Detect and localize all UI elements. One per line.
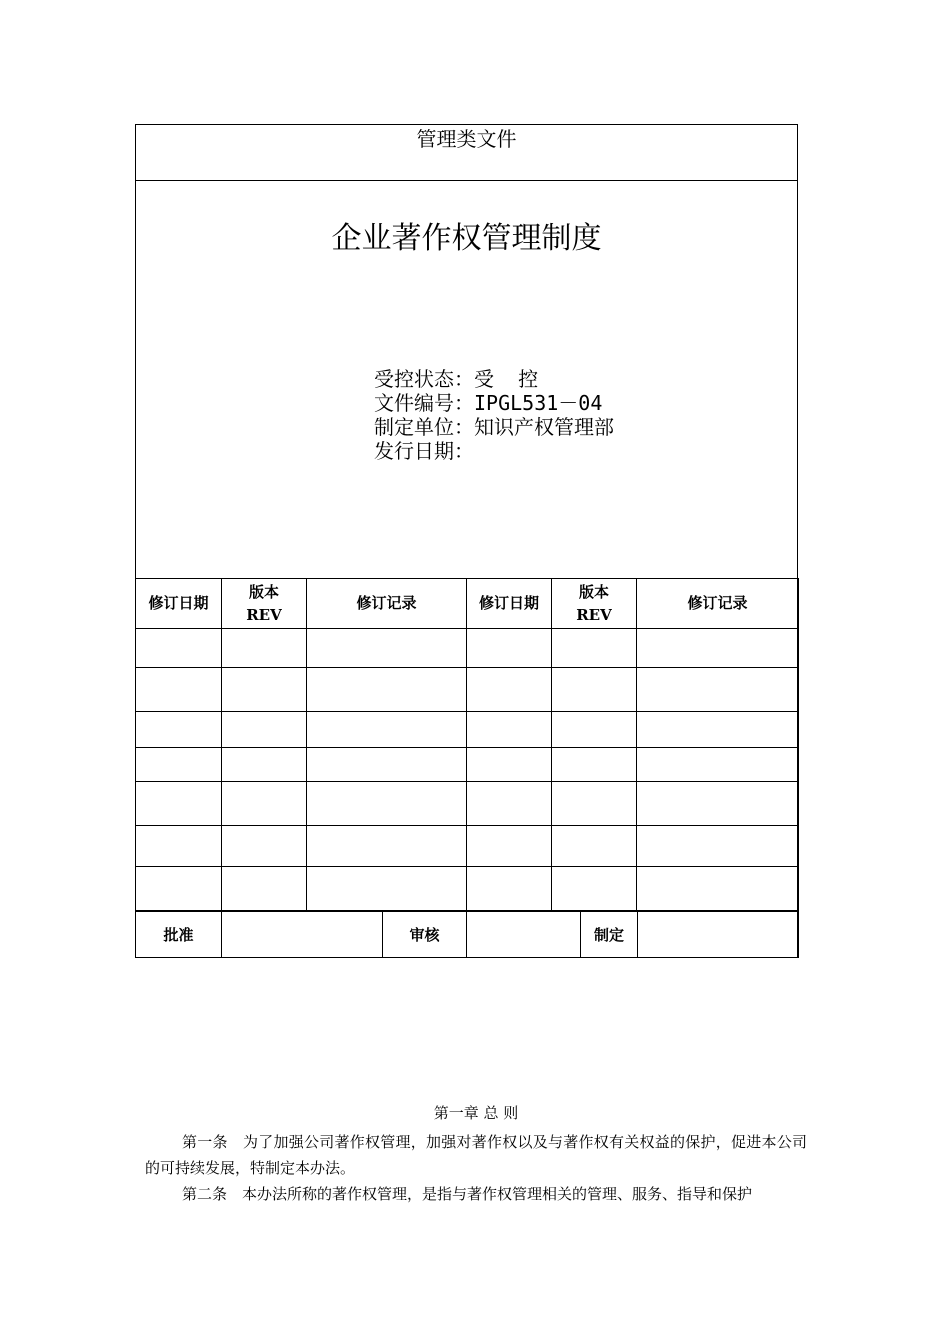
table-cell xyxy=(467,867,552,911)
table-cell xyxy=(637,712,799,748)
table-row xyxy=(136,826,799,867)
header-revision-record: 修订记录 xyxy=(637,579,799,629)
table-cell xyxy=(136,748,222,782)
table-cell xyxy=(637,748,799,782)
header-rev-label: REV xyxy=(246,605,282,624)
table-cell xyxy=(222,629,307,668)
header-version xyxy=(552,579,637,629)
document-category: 管理类文件 xyxy=(416,127,517,151)
table-cell xyxy=(136,867,222,911)
table-cell xyxy=(222,867,307,911)
table-row xyxy=(136,867,799,911)
header-revision-date: 修订日期 xyxy=(136,579,222,629)
table-cell xyxy=(637,782,799,826)
approve-value xyxy=(222,912,383,958)
table-cell xyxy=(467,629,552,668)
table-cell xyxy=(307,826,467,867)
header-revision-date: 修订日期 xyxy=(467,579,552,629)
meta-issue-date xyxy=(374,439,614,463)
document-body xyxy=(145,1100,807,1207)
meta-value: 知识产权管理部 xyxy=(474,415,614,439)
table-cell xyxy=(222,782,307,826)
table-cell xyxy=(467,712,552,748)
meta-control-status xyxy=(374,367,614,391)
meta-label: 发行日期： xyxy=(374,439,474,463)
table-cell xyxy=(552,668,637,712)
table-cell xyxy=(136,712,222,748)
table-cell xyxy=(136,668,222,712)
table-cell xyxy=(136,826,222,867)
divider xyxy=(136,180,797,181)
article-paragraph: 第一条 为了加强公司著作权管理，加强对著作权以及与著作权有关权益的保护，促进本公司的可持续发展，特制定本办法。 xyxy=(145,1133,807,1177)
table-cell xyxy=(552,748,637,782)
approve-label: 批准 xyxy=(136,912,222,958)
signoff-row xyxy=(136,912,799,958)
meta-document-number xyxy=(374,391,614,415)
table-cell xyxy=(222,668,307,712)
prepare-value xyxy=(638,912,799,958)
table-cell xyxy=(307,748,467,782)
table-cell xyxy=(552,629,637,668)
table-cell xyxy=(637,867,799,911)
table-cell xyxy=(637,668,799,712)
table-cell xyxy=(222,712,307,748)
table-cell xyxy=(307,668,467,712)
cover-frame xyxy=(135,124,798,958)
header-version-label: 版本 xyxy=(578,582,609,601)
table-row xyxy=(136,668,799,712)
table-cell xyxy=(307,629,467,668)
table-cell xyxy=(637,629,799,668)
table-cell xyxy=(552,782,637,826)
header-version-label: 版本 xyxy=(248,582,279,601)
table-cell xyxy=(552,712,637,748)
table-row xyxy=(136,712,799,748)
meta-department xyxy=(374,415,614,439)
table-cell xyxy=(467,782,552,826)
table-cell xyxy=(637,826,799,867)
revision-header-row xyxy=(136,579,799,629)
header-version xyxy=(222,579,307,629)
table-row xyxy=(136,748,799,782)
table-row xyxy=(136,782,799,826)
table-cell xyxy=(552,867,637,911)
table-cell xyxy=(222,748,307,782)
prepare-label: 制定 xyxy=(581,912,638,958)
meta-label: 文件编号： xyxy=(374,391,474,415)
header-revision-record: 修订记录 xyxy=(307,579,467,629)
table-cell xyxy=(222,826,307,867)
table-row xyxy=(136,629,799,668)
meta-value: IPGL531－04 xyxy=(474,391,603,415)
meta-label: 受控状态： xyxy=(374,367,474,391)
table-cell xyxy=(307,782,467,826)
meta-label: 制定单位： xyxy=(374,415,474,439)
review-value xyxy=(467,912,581,958)
table-cell xyxy=(307,867,467,911)
article-paragraph: 第二条 本办法所称的著作权管理，是指与著作权管理相关的管理、服务、指导和保护 xyxy=(182,1185,753,1203)
header-rev-label: REV xyxy=(576,605,612,624)
review-label: 审核 xyxy=(383,912,467,958)
signoff-table xyxy=(135,911,799,958)
table-cell xyxy=(136,782,222,826)
document-meta xyxy=(374,367,614,463)
table-cell xyxy=(307,712,467,748)
document-title: 企业著作权管理制度 xyxy=(331,221,602,256)
revision-table xyxy=(135,578,799,911)
table-cell xyxy=(467,826,552,867)
table-cell xyxy=(136,629,222,668)
chapter-heading: 第一章 总 则 xyxy=(433,1104,519,1122)
meta-value: 受 控 xyxy=(474,367,539,391)
table-cell xyxy=(467,668,552,712)
table-cell xyxy=(467,748,552,782)
table-cell xyxy=(552,826,637,867)
